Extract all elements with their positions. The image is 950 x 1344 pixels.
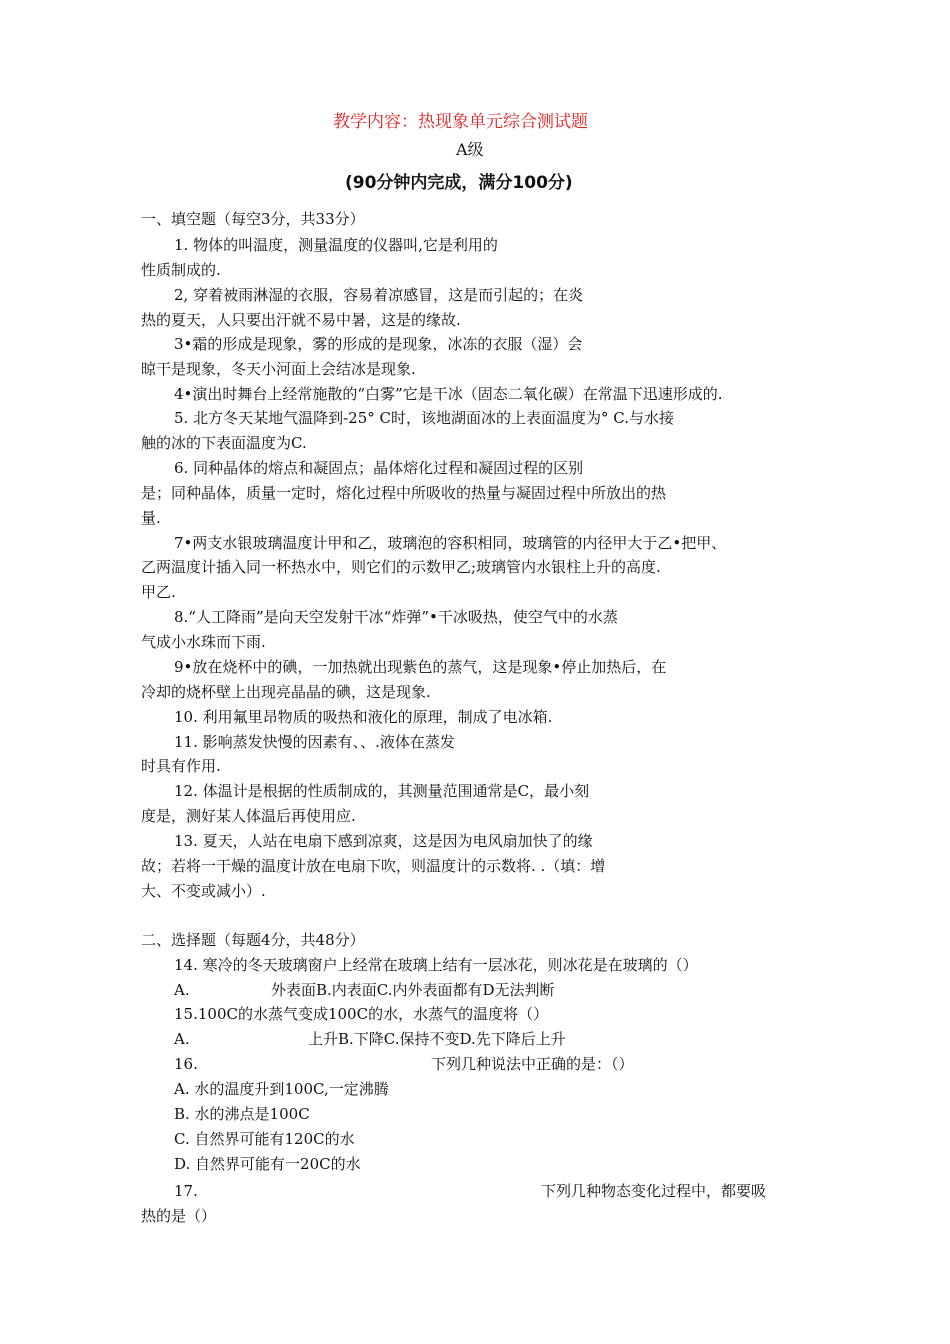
time-score-note: (90分钟内完成，满分100分) — [345, 173, 573, 193]
text-line: 热的夏天，人只要出汗就不易中暑，这是的缘故. — [141, 311, 461, 329]
text-line: 冷却的烧杯壁上出现亮晶晶的碘，这是现象. — [141, 683, 431, 701]
question-14: 14. 寒冷的冬天玻璃窗户上经常在玻璃上结有一层冰花，则冰花是在玻璃的（） — [174, 956, 698, 974]
text-line: 乙两温度计插入同一杯热水中，则它们的示数甲乙;玻璃管内水银柱上升的高度. — [141, 558, 661, 576]
text-line: 性质制成的. — [141, 261, 221, 279]
question-16-option: D. 自然界可能有一20C的水 — [174, 1155, 361, 1173]
question-17-continued: 热的是（） — [141, 1207, 217, 1225]
question-16: 下列几种说法中正确的是：（） — [431, 1055, 634, 1073]
question-16-option: B. 水的沸点是100C — [174, 1105, 310, 1123]
question-15: 15.100C的水蒸气变成100C的水，水蒸气的温度将（） — [174, 1005, 549, 1023]
section-heading-fill-blank: 一、填空题（每空3分，共33分） — [141, 210, 365, 228]
text-line: 7•两支水银玻璃温度计甲和乙，玻璃泡的容积相同，玻璃管的内径甲大于乙•把甲、 — [174, 534, 727, 552]
question-14-option-label: A. — [174, 981, 190, 999]
question-15-option-label: A. — [174, 1030, 190, 1048]
text-line: 12. 体温计是根据的性质制成的，其测量范围通常是C，最小刻 — [174, 782, 590, 800]
text-line: 量. — [141, 509, 161, 527]
text-line: 5. 北方冬天某地气温降到-25° C时，该地湖面冰的上表面温度为° C.与水接 — [174, 409, 674, 427]
text-line: 触的冰的下表面温度为C. — [141, 434, 307, 452]
text-line: 9•放在烧杯中的碘，一加热就出现紫色的蒸气，这是现象•停止加热后，在 — [174, 658, 667, 676]
text-line: 2, 穿着被雨淋湿的衣服，容易着凉感冒，这是而引起的；在炎 — [174, 286, 584, 304]
text-line: 3•霜的形成是现象，雾的形成的是现象，冰冻的衣服（湿）会 — [174, 335, 583, 353]
text-line: 10. 利用氟里昂物质的吸热和液化的原理，制成了电冰箱. — [174, 708, 553, 726]
text-line: 气成小水珠而下雨. — [141, 633, 266, 651]
text-line: 6. 同种晶体的熔点和凝固点；晶体熔化过程和凝固过程的区别 — [174, 459, 584, 477]
text-line: 1. 物体的叫温度，测量温度的仪器叫,它是利用的 — [174, 236, 498, 254]
question-14-options: 外表面B.内表面C.内外表面都有D无法判断 — [271, 981, 555, 999]
page-title: 教学内容：热现象单元综合测试题 — [333, 112, 588, 132]
text-line: 13. 夏天，人站在电扇下感到凉爽，这是因为电风扇加快了的缘 — [174, 832, 593, 850]
text-line: 4•演出时舞台上经常施散的“白雾”它是干冰（固态二氧化碳）在常温下迅速形成的. — [174, 385, 723, 403]
level-label: A级 — [456, 140, 484, 159]
text-line: 是；同种晶体，质量一定时，熔化过程中所吸收的热量与凝固过程中所放出的热 — [141, 484, 667, 502]
text-line: 时具有作用. — [141, 757, 221, 775]
text-line: 11. 影响蒸发快慢的因素有、、.液体在蒸发 — [174, 733, 455, 751]
text-line: 晾干是现象，冬天小河面上会结冰是现象. — [141, 360, 416, 378]
question-17: 下列几种物态变化过程中，都要吸 — [541, 1182, 767, 1200]
text-line: 大、不变或减小）. — [141, 882, 266, 900]
question-17-number: 17. — [174, 1182, 198, 1200]
question-16-option: C. 自然界可能有120C的水 — [174, 1130, 355, 1148]
question-16-number: 16. — [174, 1055, 198, 1073]
text-line: 8.“人工降雨”是向天空发射干冰“炸弹”•干冰吸热，使空气中的水蒸 — [174, 608, 618, 626]
question-15-options: 上升B.下降C.保持不变D.先下降后上升 — [308, 1030, 566, 1048]
section-heading-multiple-choice: 二、选择题（每题4分，共48分） — [141, 931, 365, 949]
text-line: 甲乙. — [141, 583, 176, 601]
text-line: 度是，测好某人体温后再使用应. — [141, 807, 356, 825]
question-16-option: A. 水的温度升到100C,一定沸腾 — [174, 1080, 389, 1098]
text-line: 故；若将一干燥的温度计放在电扇下吹，则温度计的示数将. .（填：增 — [141, 857, 606, 875]
